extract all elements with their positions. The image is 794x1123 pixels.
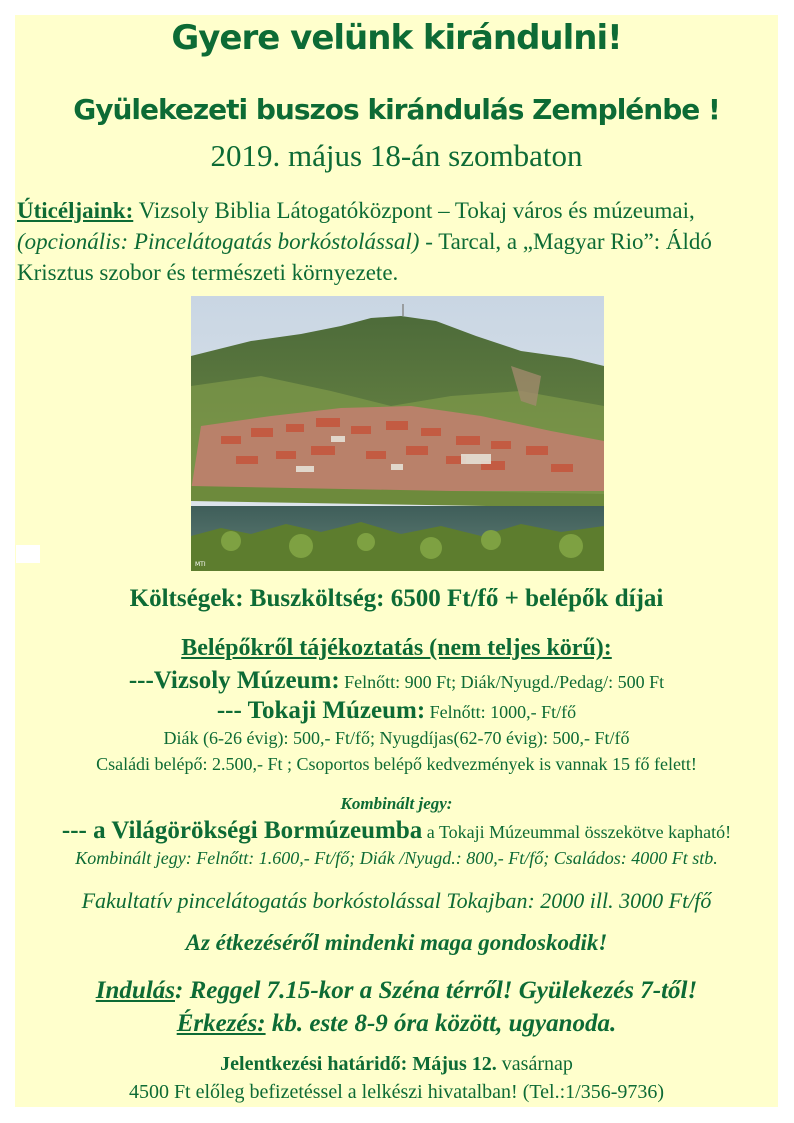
arrival-label: Érkezés: <box>176 1010 266 1037</box>
vizsoly-prices: Felnőtt: 900 Ft; Diák/Nyugd./Pedag/: 500 Ft <box>339 672 665 692</box>
combined-prices: Kombinált jegy: Felnőtt: 1.600,- Ft/fő; Diák /Nyugd.: 800,- Ft/fő; Családos: 4000 Ft stb. <box>75 848 718 868</box>
departure-label: Indulás <box>95 977 175 1004</box>
destinations-text-2: - Tarcal, a „Magyar Rio”: Áldó Krisztus szobor és természeti környezete. <box>17 229 712 285</box>
meals-note: Az étkezéséről mindenki maga gondoskodik! <box>185 930 608 955</box>
entry-heading: Belépőkről tájékoztatás (nem teljes körű): <box>181 635 612 661</box>
vizsoly-label: ---Vizsoly Múzeum: <box>128 667 340 694</box>
vizsoly-line <box>15 667 778 695</box>
destinations-optional: (opcionális: Pincelátogatás borkóstolással) <box>17 229 420 254</box>
registration-line-2: 4500 Ft előleg befizetéssel a lelkészi hivatalban! (Tel.:1/356-9736) <box>128 1081 665 1103</box>
departure-line <box>15 977 778 1005</box>
trip-date: 2019. május 18-án szombaton <box>210 138 583 173</box>
page-title: Gyere velünk kirándulni! <box>171 18 622 58</box>
combined-label-rest: a Tokaji Múzeummal összekötve kapható! <box>422 822 732 842</box>
departure-text: : Reggel 7.15-kor a Széna térről! Gyülekezés 7-től! <box>175 977 698 1004</box>
destinations-paragraph <box>17 195 757 288</box>
photo-credit: MTI <box>195 561 206 568</box>
optional-tour: Fakultatív pincelátogatás borkóstolással Tokajban: 2000 ill. 3000 Ft/fő <box>81 888 712 913</box>
costs-line: Költségek: Buszköltség: 6500 Ft/fő + belépők díjai <box>129 585 664 612</box>
arrival-line <box>15 1010 778 1038</box>
tokaj-prices-3: Családi belépő: 2.500,- Ft ; Csoportos belépő kedvezmények is vannak 15 fő felett! <box>96 754 697 774</box>
tokaj-prices-2: Diák (6-26 évig): 500,- Ft/fő; Nyugdíjas(62-70 évig): 500,- Ft/fő <box>163 728 630 748</box>
page-subtitle: Gyülekezeti buszos kirándulás Zemplénbe ! <box>73 93 720 126</box>
white-mark <box>16 545 40 563</box>
combined-line <box>15 817 778 845</box>
registration-label-rest: vasárnap <box>496 1053 573 1075</box>
tokaj-line <box>15 697 778 725</box>
destinations-label: Úticéljaink: <box>17 198 134 223</box>
flyer-page <box>15 15 778 1107</box>
destinations-text: Vizsoly Biblia Látogatóközpont – Tokaj város és múzeumai, <box>133 198 695 223</box>
registration-line <box>15 1053 778 1076</box>
combined-heading: Kombinált jegy: <box>340 794 453 813</box>
arrival-text: kb. este 8-9 óra között, ugyanoda. <box>265 1010 617 1037</box>
combined-label: --- a Világörökségi Bormúzeumba <box>61 817 423 844</box>
tokaj-label: --- Tokaji Múzeum: <box>216 697 426 724</box>
tokaj-landscape-photo <box>191 296 604 571</box>
tokaj-prices: Felnőtt: 1000,- Ft/fő <box>425 702 577 722</box>
registration-label: Jelentkezési határidő: Május 12. <box>220 1053 497 1075</box>
